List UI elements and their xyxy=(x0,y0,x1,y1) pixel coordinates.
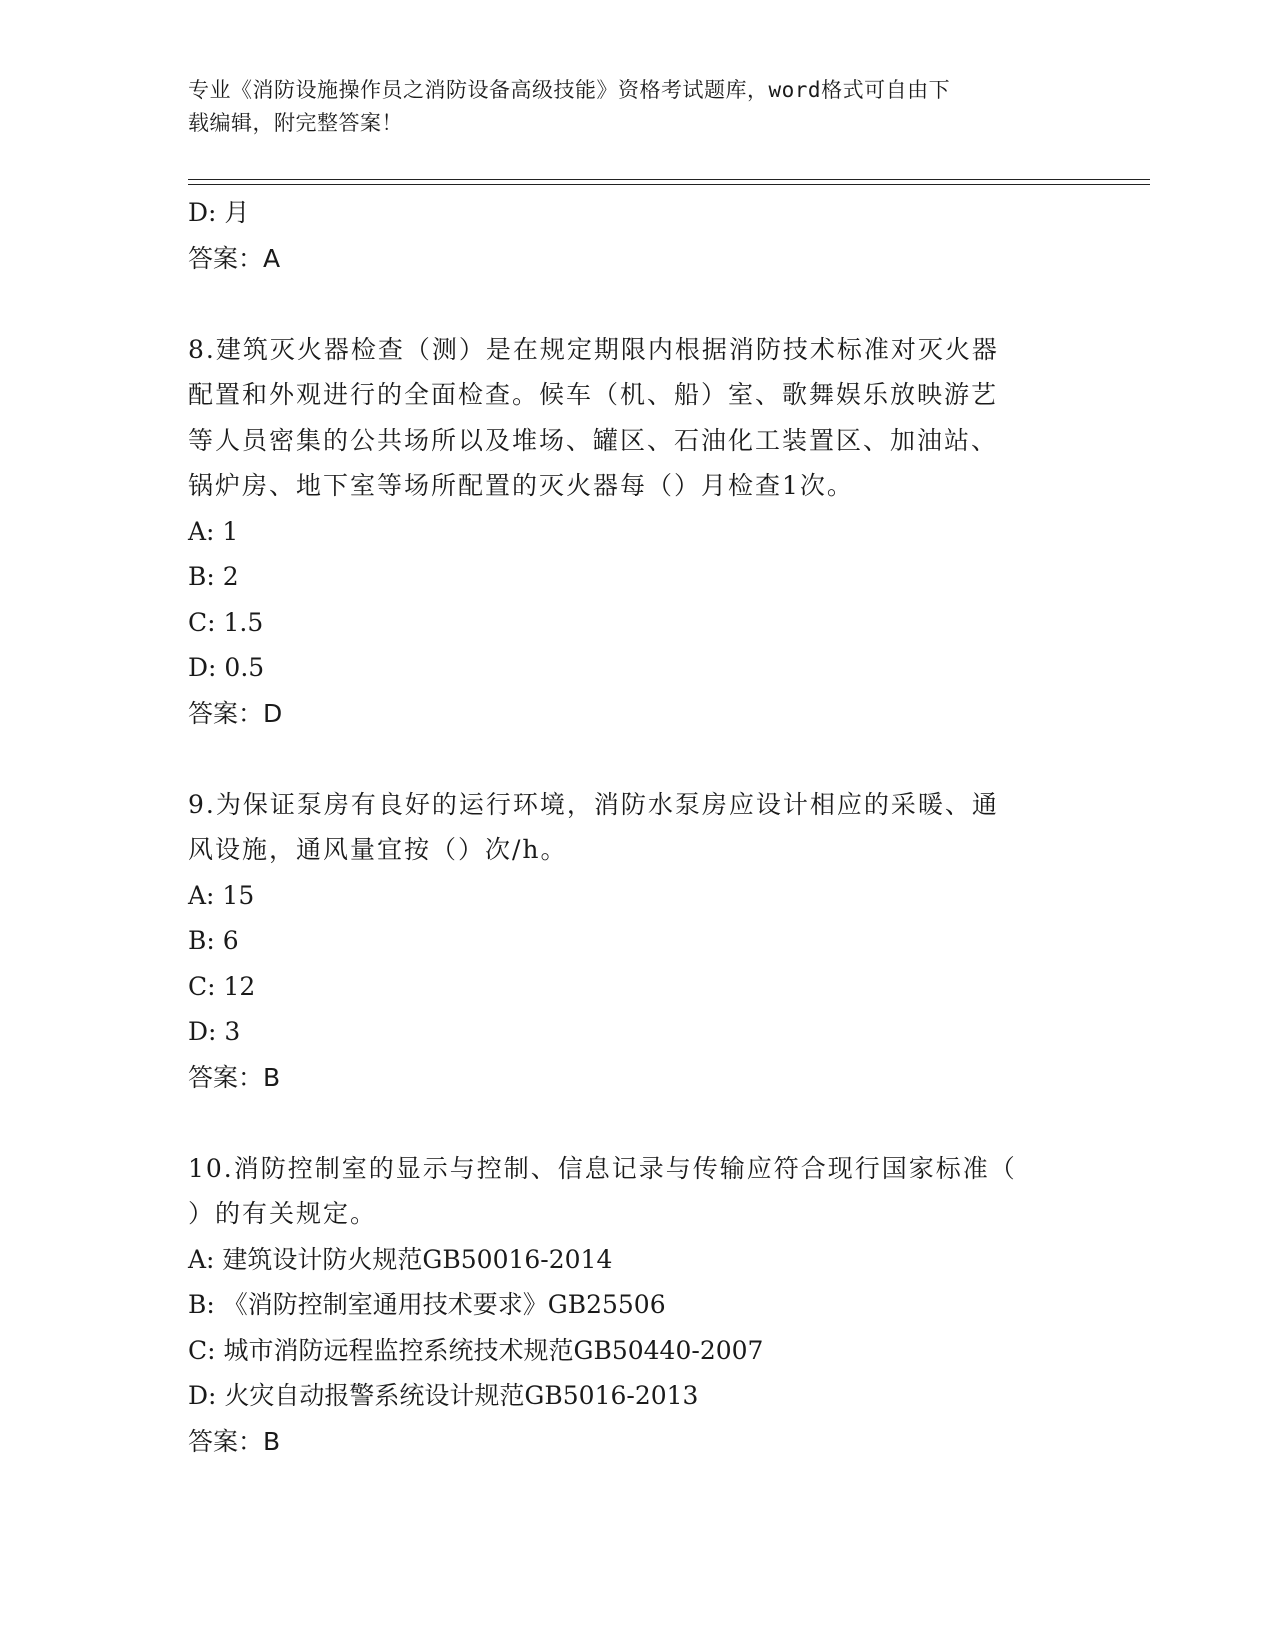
answer-line: 答案：B xyxy=(188,1426,281,1456)
question-text-line: 配置和外观进行的全面检查。候车（机、船）室、歌舞娱乐放映游艺 xyxy=(188,380,999,409)
spacer xyxy=(188,281,1088,327)
option-b: B: 6 xyxy=(188,926,239,955)
question-text-line: 8.建筑灭火器检查（测）是在规定期限内根据消防技术标准对灭火器 xyxy=(188,334,999,364)
option-c: C: 1.5 xyxy=(188,607,264,637)
answer-line: 答案：B xyxy=(188,1062,281,1092)
question-text-line: 等人员密集的公共场所以及堆场、罐区、石油化工装置区、加油站、 xyxy=(188,425,999,455)
option-d: D: 火灾自动报警系统设计规范GB5016-2013 xyxy=(188,1381,699,1410)
document-body xyxy=(188,190,1088,1464)
answer-line: 答案：D xyxy=(188,698,283,728)
option-d: D: 3 xyxy=(188,1017,241,1046)
spacer xyxy=(188,736,1088,782)
header-divider-top xyxy=(188,179,1150,180)
question-8 xyxy=(188,327,1088,737)
option-c: C: 城市消防远程监控系统技术规范GB50440-2007 xyxy=(188,1335,764,1365)
question-10 xyxy=(188,1146,1088,1465)
spacer xyxy=(188,1100,1088,1146)
option-a: A: 15 xyxy=(188,880,255,910)
question-text-line: 10.消防控制室的显示与控制、信息记录与传输应符合现行国家标准（ xyxy=(188,1153,1017,1183)
header-line-1: 专业《消防设施操作员之消防设备高级技能》资格考试题库，word格式可自由下 xyxy=(188,78,951,102)
previous-question-tail xyxy=(188,190,1088,281)
question-text-line: 9.为保证泵房有良好的运行环境，消防水泵房应设计相应的采暖、通 xyxy=(188,789,999,819)
header-divider-bottom xyxy=(188,184,1150,185)
question-9 xyxy=(188,782,1088,1101)
question-text-line: 风设施，通风量宜按（）次/h。 xyxy=(188,835,568,864)
option-a: A: 1 xyxy=(188,516,239,546)
option-b: B: 2 xyxy=(188,562,239,591)
option-a: A: 建筑设计防火规范GB50016-2014 xyxy=(188,1244,613,1274)
question-text-line: ）的有关规定。 xyxy=(188,1199,378,1228)
page-header xyxy=(188,74,1068,140)
option-b: B: 《消防控制室通用技术要求》GB25506 xyxy=(188,1290,666,1319)
question-text-line: 锅炉房、地下室等场所配置的灭火器每（）月检查1次。 xyxy=(188,471,854,500)
option-d: D: 月 xyxy=(188,198,250,227)
header-line-2: 载编辑，附完整答案！ xyxy=(188,111,403,135)
option-d: D: 0.5 xyxy=(188,653,265,682)
answer-line: 答案：A xyxy=(188,243,281,273)
option-c: C: 12 xyxy=(188,971,256,1001)
